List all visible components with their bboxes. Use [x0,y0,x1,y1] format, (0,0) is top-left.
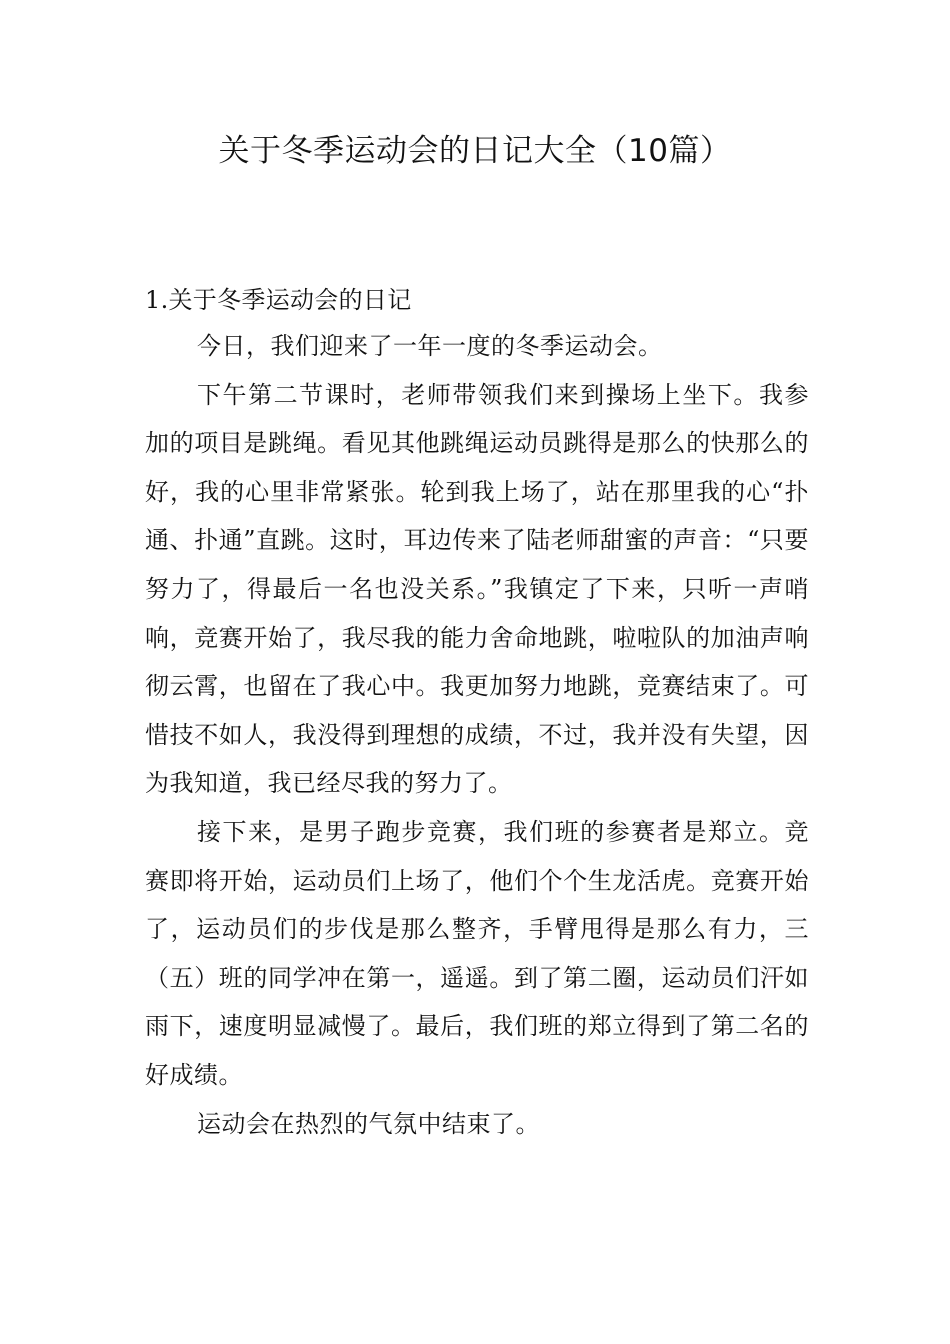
paragraph-1: 今日，我们迎来了一年一度的冬季运动会。 [197,332,663,360]
document-title: 关于冬季运动会的日记大全（10篇） [218,133,732,169]
section-heading: 1.关于冬季运动会的日记 [145,286,412,314]
paragraph-4: 运动会在热烈的气氛中结束了。 [197,1109,540,1138]
document-body [145,276,809,1148]
paragraph-3: 接下来，是男子跑步竞赛，我们班的参赛者是郑立。竞赛即将开始，运动员们上场了，他们个个生龙活虎。竞赛开始了，运动员们的步伐是那么整齐，手臂甩得是那么有力，三（五）班的同学冲在第一，遥遥。到了第二圈，运动员们汗如雨下，速度明显减慢了。最后，我们班的郑立得到了第二名的好成绩。 [145,817,809,1089]
paragraph-2: 下午第二节课时，老师带领我们来到操场上坐下。我参加的项目是跳绳。看见其他跳绳运动员跳得是那么的快那么的好，我的心里非常紧张。轮到我上场了，站在那里我的心“扑通、扑通”直跳。这时，耳边传来了陆老师甜蜜的声音：“只要努力了，得最后一名也没关系。”我镇定了下来，只听一声哨响，竞赛开始了，我尽我的能力舍命地跳，啦啦队的加油声响彻云霄，也留在了我心中。我更加努力地跳，竞赛结束了。可惜技不如人，我没得到理想的成绩，不过，我并没有失望，因为我知道，我已经尽我的努力了。 [145,380,809,798]
